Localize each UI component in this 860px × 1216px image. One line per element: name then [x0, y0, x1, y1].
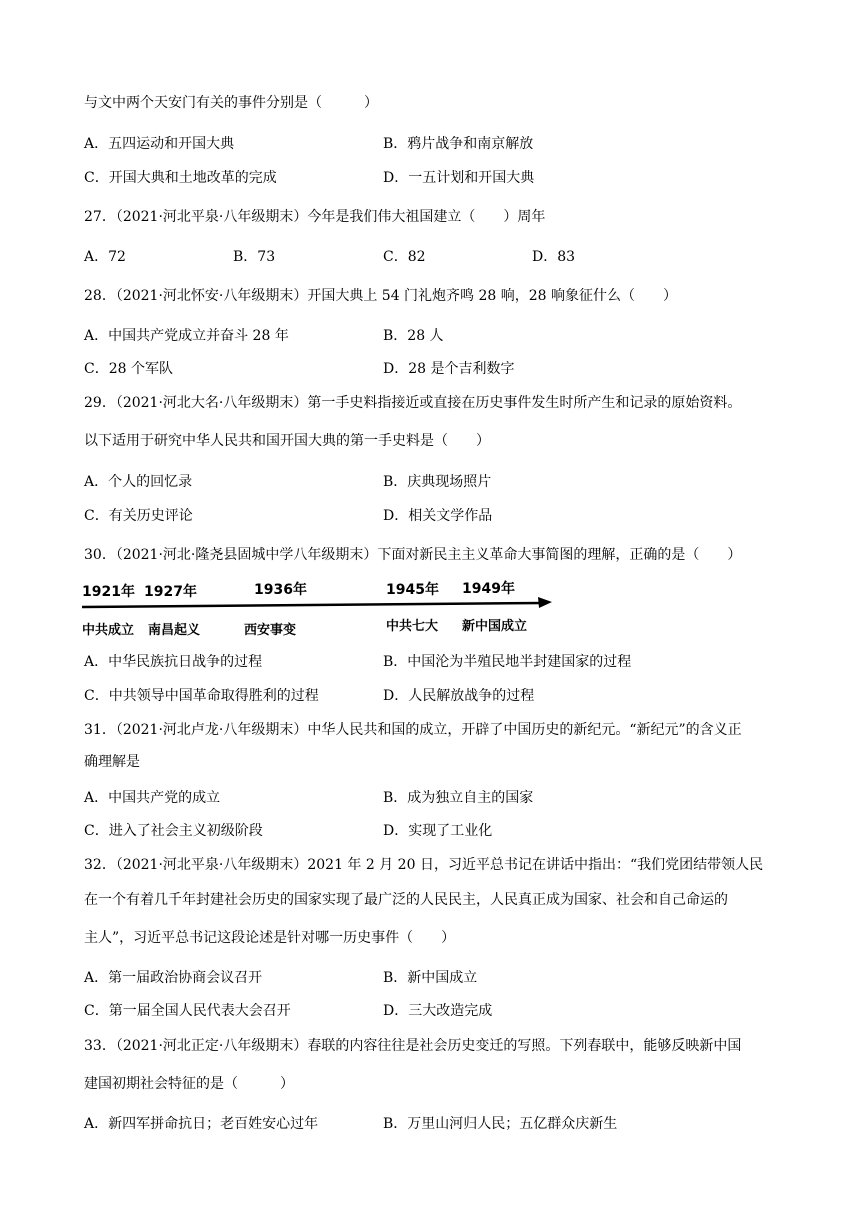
- q30-option-a: A．中华民族抗日战争的过程: [84, 654, 263, 670]
- q31-option-d: D．实现了工业化: [383, 823, 493, 839]
- q29-option-c: C．有关历史评论: [84, 508, 193, 524]
- timeline-event-xian: 西安事变: [244, 623, 297, 638]
- q32-option-c: C．第一届全国人民代表大会召开: [84, 1003, 291, 1019]
- q33-option-a: A．新四军拼命抗日；老百姓安心过年: [84, 1116, 319, 1132]
- q31-option-c: C．进入了社会主义初级阶段: [84, 823, 263, 839]
- timeline-event-seventh-congress: 中共七大: [386, 619, 439, 634]
- timeline-year-1936: 1936年: [254, 582, 307, 598]
- timeline-event-founding: 中共成立: [82, 623, 135, 638]
- q29-option-d: D．相关文学作品: [383, 508, 493, 524]
- q32-option-d: D．三大改造完成: [383, 1003, 493, 1019]
- question-31-stem-line1: 31．（2021·河北卢龙·八年级期末）中华人民共和国的成立，开辟了中国历史的新纪元。“新纪元”的含义正: [84, 722, 742, 738]
- q28-option-d: D．28 是个吉利数字: [383, 361, 515, 377]
- timeline-year-1949: 1949年: [462, 581, 515, 597]
- q27-option-c: C．82: [383, 249, 426, 265]
- question-29-stem-line1: 29．（2021·河北大名·八年级期末）第一手史料指接近或直接在历史事件发生时所产生和记录的原始资料。: [84, 395, 742, 411]
- question-32-stem-line1: 32．（2021·河北平泉·八年级期末）2021 年 2 月 20 日，习近平总书记在讲话中指出：“我们党团结带领人民: [84, 857, 764, 873]
- q30-option-b: B．中国沦为半殖民地半封建国家的过程: [383, 654, 632, 670]
- timeline-event-nanchang: 南昌起义: [148, 623, 201, 638]
- q26-option-b: B．鸦片战争和南京解放: [383, 136, 534, 152]
- q29-option-b: B．庆典现场照片: [383, 474, 492, 490]
- q27-option-d: D．83: [532, 249, 576, 265]
- question-27-stem: 27．（2021·河北平泉·八年级期末）今年是我们伟大祖国建立（ ）周年: [84, 209, 546, 225]
- timeline-year-1945: 1945年: [386, 582, 439, 598]
- q27-option-a: A．72: [84, 249, 126, 265]
- question-33-stem-line1: 33．（2021·河北正定·八年级期末）春联的内容往往是社会历史变迁的写照。下列春联中，能够反映新中国: [84, 1038, 742, 1054]
- q30-option-d: D．人民解放战争的过程: [383, 688, 535, 704]
- question-30-stem: 30．（2021·河北·隆尧县固城中学八年级期末）下面对新民主主义革命大事简图的理解，正确的是（ ）: [84, 547, 742, 563]
- timeline-year-1927: 1927年: [144, 584, 197, 600]
- q31-option-b: B．成为独立自主的国家: [383, 790, 534, 806]
- q30-option-c: C．中共领导中国革命取得胜利的过程: [84, 688, 319, 704]
- q28-option-c: C．28 个军队: [84, 361, 173, 377]
- q26-option-c: C．开国大典和土地改革的完成: [84, 170, 277, 186]
- timeline-event-new-china: 新中国成立: [462, 619, 528, 634]
- question-32-stem-line3: 主人”，习近平总书记这段论述是针对哪一历史事件（ ）: [84, 930, 456, 946]
- revolution-timeline-figure: [82, 577, 562, 641]
- q28-option-a: A．中国共产党成立并奋斗 28 年: [84, 328, 289, 344]
- question-29-stem-line2: 以下适用于研究中华人民共和国开国大典的第一手史料是（ ）: [84, 433, 490, 449]
- question-28-stem: 28．（2021·河北怀安·八年级期末）开国大典上 54 门礼炮齐鸣 28 响，28 响象征什么（ ）: [84, 288, 678, 304]
- q29-option-a: A．个人的回忆录: [84, 474, 193, 490]
- question-26-stem: 与文中两个天安门有关的事件分别是（ ）: [84, 95, 378, 111]
- q31-option-a: A．中国共产党的成立: [84, 790, 221, 806]
- timeline-year-1921: 1921年: [82, 584, 135, 600]
- q28-option-b: B．28 人: [383, 328, 444, 344]
- q32-option-a: A．第一届政治协商会议召开: [84, 970, 263, 986]
- q26-option-d: D．一五计划和开国大典: [383, 170, 535, 186]
- q26-option-a: A．五四运动和开国大典: [84, 136, 235, 152]
- question-33-stem-line2: 建国初期社会特征的是（ ）: [84, 1076, 294, 1092]
- q27-option-b: B．73: [233, 249, 276, 265]
- question-31-stem-line2: 确理解是: [84, 754, 140, 770]
- q32-option-b: B．新中国成立: [383, 970, 478, 986]
- question-32-stem-line2: 在一个有着几千年封建社会历史的国家实现了最广泛的人民民主，人民真正成为国家、社会和自己命运的: [84, 892, 728, 908]
- q33-option-b: B．万里山河归人民；五亿群众庆新生: [383, 1116, 618, 1132]
